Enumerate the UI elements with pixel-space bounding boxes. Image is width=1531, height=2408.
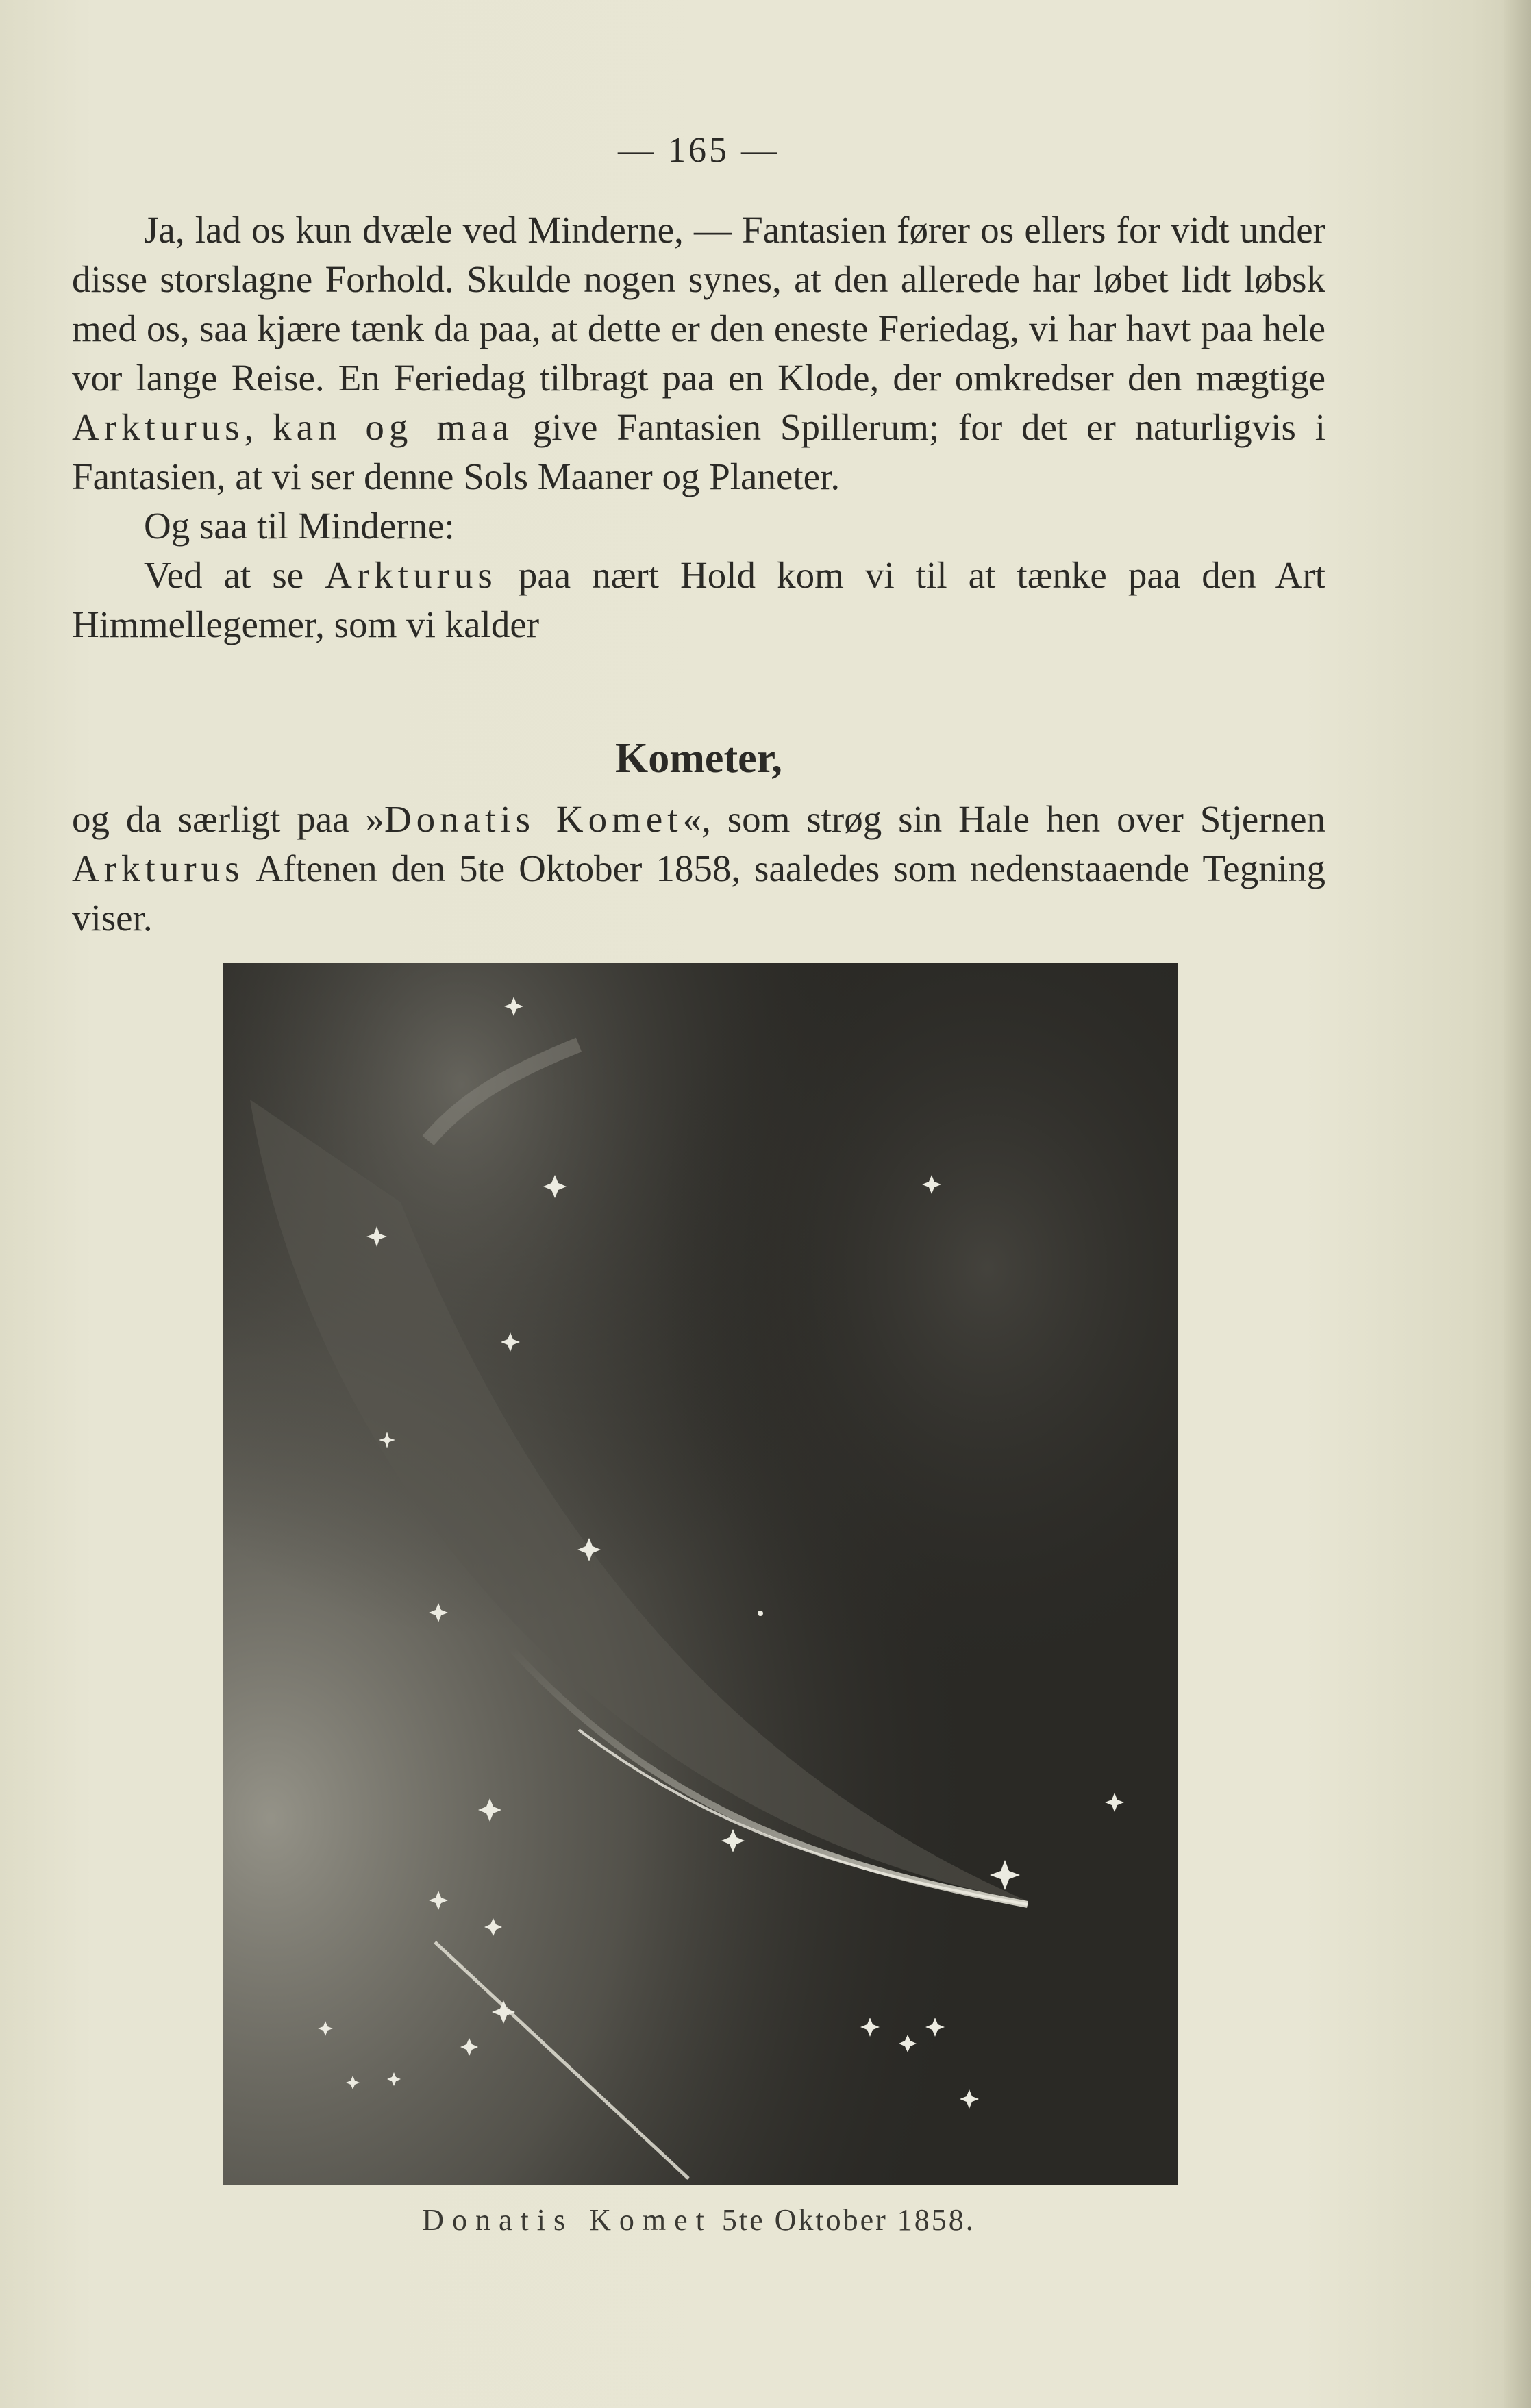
paragraph-4-text-c: Aftenen den 5te Oktober 1858, saaledes som nedenstaaende Tegning viser. — [72, 847, 1325, 939]
paragraph-1 — [72, 206, 1325, 501]
caption-date: 5te Oktober 1858. — [712, 2203, 975, 2237]
section-heading: Kometer, — [615, 735, 782, 782]
donatis-komet-spaced: Donatis Komet — [384, 798, 683, 840]
paragraph-1-text-c: give Fantasien Spillerum; for det er naturligvis i Fantasien, at vi ser denne Sols Maaner og Planeter. — [72, 406, 1326, 497]
figure-caption — [0, 2202, 1397, 2237]
comet-engraving — [223, 963, 1178, 2185]
paragraph-3-text-a: Ved at se — [144, 554, 325, 596]
paragraph-1-text-a: Ja, lad os kun dvæle ved Minderne, — Fantasien fører os ellers for vidt under disse storslagne Forhold. Skulde nogen synes, at den allerede har løbet lidt løbsk med os, saa kjære tænk da paa, at dette er den eneste Feriedag, vi har havt paa hele vor lange Reise. En Feriedag tilbragt paa en Klode, der omkredser den mægtige — [72, 209, 1325, 399]
arkturus-spaced-3: Arkturus — [72, 847, 245, 889]
glow-right — [223, 963, 1178, 2185]
comet-illustration — [223, 963, 1178, 2185]
kan-og-maa-spaced: kan og maa — [273, 406, 514, 448]
paragraph-4-text-a: og da særligt paa » — [72, 798, 384, 840]
page-number: — 165 — — [618, 131, 780, 170]
caption-title: Donatis Komet — [422, 2203, 712, 2237]
body-text — [72, 206, 1325, 649]
arkturus-spaced: Arkturus — [72, 406, 245, 448]
star — [758, 1611, 763, 1616]
paragraph-1-text-b: , — [244, 406, 273, 448]
book-spine — [1504, 0, 1531, 2408]
paragraph-4 — [72, 795, 1325, 943]
paragraph-3 — [72, 551, 1325, 649]
paragraph-3-text-b: paa nært Hold kom vi til at tænke paa den Art Himmellegemer, som vi kalder — [72, 554, 1325, 645]
body-text-2 — [72, 795, 1325, 943]
arkturus-spaced-2: Arkturus — [325, 554, 497, 596]
paragraph-4-text-b: «, som strøg sin Hale hen over Stjernen — [682, 798, 1325, 840]
paragraph-2: Og saa til Minderne: — [144, 505, 455, 547]
